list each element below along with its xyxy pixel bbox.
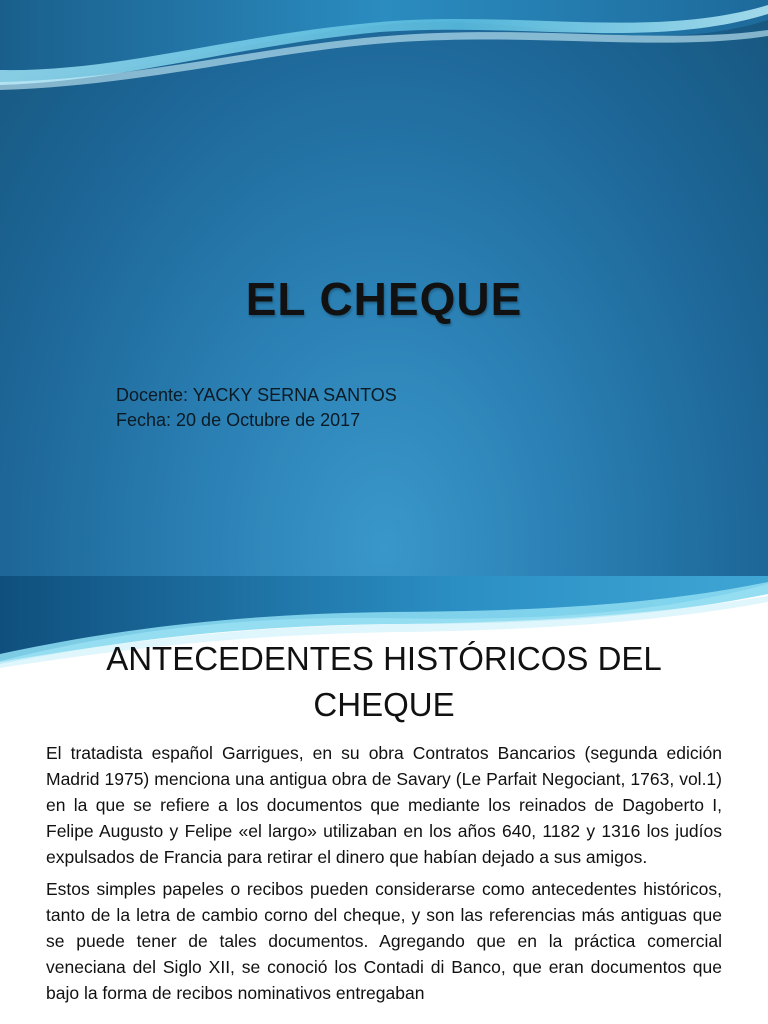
fecha-line: Fecha: 20 de Octubre de 2017: [116, 410, 361, 430]
docente-line: Docente: YACKY SERNA SANTOS: [116, 385, 397, 405]
slide-meta: [116, 383, 397, 433]
heading-line-2: CHEQUE: [313, 686, 455, 723]
section-heading: [40, 636, 728, 728]
heading-line-1: ANTECEDENTES HISTÓRICOS DEL: [106, 640, 662, 677]
paragraph: Estos simples papeles o recibos pueden considerarse como antecedentes históricos, tanto de la letra de cambio corno del cheque, y son las referencias más antiguas que se puede tener de tales documentos. Agregando que en la práctica comercial veneciana del Siglo XII, se conoció los Contadi di Banco, que eran documentos que bajo la forma de recibos nominativos entregaban: [46, 879, 722, 1003]
slide-title: EL CHEQUE: [245, 273, 523, 325]
paragraph: El tratadista español Garrigues, en su obra Contratos Bancarios (segunda edición Madrid 1975) menciona una antigua obra de Savary (Le Parfait Negociant, 1763, vol.1) en la que se refiere a los documentos que mediante los reinados de Dagoberto I, Felipe Augusto y Felipe «el largo» utilizaban en los años 640, 1182 y 1316 los judíos expulsados de Francia para retirar el dinero que habían dejado a sus amigos.: [46, 743, 722, 867]
body-text: [46, 740, 722, 1012]
content-slide: [0, 576, 768, 1024]
